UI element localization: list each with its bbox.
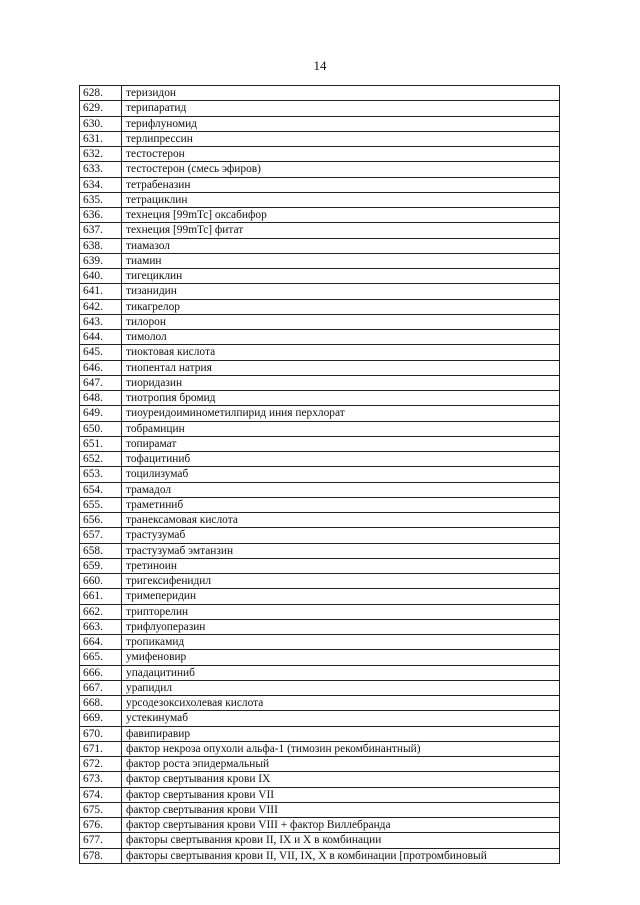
drug-name: тимолол [122, 330, 560, 345]
drug-name: факторы свертывания крови II, IX и X в комбинации [122, 833, 560, 848]
table-row [80, 726, 560, 741]
row-number: 664. [80, 635, 122, 650]
row-number: 676. [80, 818, 122, 833]
row-number: 677. [80, 833, 122, 848]
row-number: 630. [80, 116, 122, 131]
drug-name: трастузумаб [122, 528, 560, 543]
drug-name: тигециклин [122, 269, 560, 284]
drug-name: фактор свертывания крови VIII [122, 802, 560, 817]
row-number: 669. [80, 711, 122, 726]
drug-name: фактор свертывания крови VII [122, 787, 560, 802]
table-row [80, 680, 560, 695]
row-number: 651. [80, 436, 122, 451]
row-number: 647. [80, 375, 122, 390]
drug-name: тоцилизумаб [122, 467, 560, 482]
row-number: 654. [80, 482, 122, 497]
table-row [80, 467, 560, 482]
drug-name: фактор свертывания крови VIII + фактор Виллебранда [122, 818, 560, 833]
row-number: 670. [80, 726, 122, 741]
table-row [80, 574, 560, 589]
drug-name: теризидон [122, 86, 560, 101]
drug-name: терифлуномид [122, 116, 560, 131]
drug-name: тиоридазин [122, 375, 560, 390]
row-number: 645. [80, 345, 122, 360]
drug-name: фактор некроза опухоли альфа-1 (тимозин рекомбинантный) [122, 741, 560, 756]
table-row [80, 619, 560, 634]
row-number: 655. [80, 497, 122, 512]
drug-name: фактор свертывания крови IX [122, 772, 560, 787]
drug-name: технеция [99mTc] фитат [122, 223, 560, 238]
table-row [80, 650, 560, 665]
row-number: 639. [80, 253, 122, 268]
row-number: 635. [80, 192, 122, 207]
drug-name: терлипрессин [122, 131, 560, 146]
row-number: 650. [80, 421, 122, 436]
row-number: 646. [80, 360, 122, 375]
table-row [80, 741, 560, 756]
table-row [80, 269, 560, 284]
drug-name: тригексифенидил [122, 574, 560, 589]
table-row [80, 192, 560, 207]
row-number: 634. [80, 177, 122, 192]
table-row [80, 223, 560, 238]
drug-name: терипаратид [122, 101, 560, 116]
drug-name: тиамазол [122, 238, 560, 253]
table-row [80, 802, 560, 817]
drug-list-table [79, 85, 560, 864]
drug-name: траметиниб [122, 497, 560, 512]
drug-name: технеция [99mTc] оксабифор [122, 208, 560, 223]
table-row [80, 772, 560, 787]
drug-name: тиотропия бромид [122, 391, 560, 406]
drug-name: тобрамицин [122, 421, 560, 436]
row-number: 660. [80, 574, 122, 589]
table-row [80, 375, 560, 390]
drug-name: трамадол [122, 482, 560, 497]
drug-name: умифеновир [122, 650, 560, 665]
row-number: 671. [80, 741, 122, 756]
row-number: 658. [80, 543, 122, 558]
row-number: 656. [80, 513, 122, 528]
drug-name: трастузумаб эмтанзин [122, 543, 560, 558]
table-row [80, 162, 560, 177]
drug-name: тетрациклин [122, 192, 560, 207]
table-row [80, 238, 560, 253]
drug-name: фактор роста эпидермальный [122, 757, 560, 772]
table-row [80, 253, 560, 268]
page-number: 14 [313, 58, 327, 73]
table-body [80, 86, 560, 864]
table-row [80, 360, 560, 375]
drug-name: фавипиравир [122, 726, 560, 741]
drug-name: трипторелин [122, 604, 560, 619]
table-row [80, 635, 560, 650]
table-row [80, 787, 560, 802]
drug-name: тиамин [122, 253, 560, 268]
drug-name: топирамат [122, 436, 560, 451]
row-number: 642. [80, 299, 122, 314]
drug-name: устекинумаб [122, 711, 560, 726]
row-number: 640. [80, 269, 122, 284]
drug-name: тримеперидин [122, 589, 560, 604]
table-row [80, 391, 560, 406]
table-row [80, 299, 560, 314]
drug-name: транексамовая кислота [122, 513, 560, 528]
table-row [80, 330, 560, 345]
row-number: 665. [80, 650, 122, 665]
row-number: 632. [80, 147, 122, 162]
table-row [80, 696, 560, 711]
table-row [80, 482, 560, 497]
row-number: 653. [80, 467, 122, 482]
table-row [80, 406, 560, 421]
row-number: 662. [80, 604, 122, 619]
row-number: 674. [80, 787, 122, 802]
drug-name: тетрабеназин [122, 177, 560, 192]
row-number: 657. [80, 528, 122, 543]
table-row [80, 665, 560, 680]
table-row [80, 818, 560, 833]
row-number: 643. [80, 314, 122, 329]
table-row [80, 314, 560, 329]
drug-name: факторы свертывания крови II, VII, IX, X в комбинации [протромбиновый [122, 848, 560, 863]
drug-name: трифлуоперазин [122, 619, 560, 634]
row-number: 675. [80, 802, 122, 817]
row-number: 644. [80, 330, 122, 345]
row-number: 631. [80, 131, 122, 146]
row-number: 649. [80, 406, 122, 421]
drug-name: третиноин [122, 558, 560, 573]
row-number: 641. [80, 284, 122, 299]
table-row [80, 513, 560, 528]
table-row [80, 147, 560, 162]
table-row [80, 284, 560, 299]
table-row [80, 528, 560, 543]
table-row [80, 86, 560, 101]
row-number: 678. [80, 848, 122, 863]
drug-name: тизанидин [122, 284, 560, 299]
row-number: 636. [80, 208, 122, 223]
row-number: 628. [80, 86, 122, 101]
row-number: 633. [80, 162, 122, 177]
table-row [80, 833, 560, 848]
table-row [80, 589, 560, 604]
row-number: 629. [80, 101, 122, 116]
table-row [80, 558, 560, 573]
table-row [80, 452, 560, 467]
drug-name: тропикамид [122, 635, 560, 650]
table-row [80, 757, 560, 772]
drug-name: урапидил [122, 680, 560, 695]
drug-name: тиопентал натрия [122, 360, 560, 375]
drug-name: тикагрелор [122, 299, 560, 314]
drug-name: урсодезоксихолевая кислота [122, 696, 560, 711]
row-number: 666. [80, 665, 122, 680]
row-number: 661. [80, 589, 122, 604]
table-row [80, 604, 560, 619]
row-number: 652. [80, 452, 122, 467]
row-number: 672. [80, 757, 122, 772]
row-number: 637. [80, 223, 122, 238]
table-row [80, 711, 560, 726]
table-row [80, 116, 560, 131]
row-number: 648. [80, 391, 122, 406]
table-row [80, 497, 560, 512]
row-number: 667. [80, 680, 122, 695]
drug-name: тилорон [122, 314, 560, 329]
table-row [80, 208, 560, 223]
drug-name: тофацитиниб [122, 452, 560, 467]
table-row [80, 543, 560, 558]
drug-name: тиоуреидоиминометилпирид иния перхлорат [122, 406, 560, 421]
row-number: 673. [80, 772, 122, 787]
drug-name: тестостерон [122, 147, 560, 162]
table-row [80, 421, 560, 436]
table-row [80, 177, 560, 192]
table-row [80, 345, 560, 360]
table-row [80, 101, 560, 116]
row-number: 659. [80, 558, 122, 573]
row-number: 668. [80, 696, 122, 711]
row-number: 663. [80, 619, 122, 634]
drug-name: тиоктовая кислота [122, 345, 560, 360]
drug-name: упадацитиниб [122, 665, 560, 680]
table-row [80, 848, 560, 863]
table-row [80, 436, 560, 451]
table-row [80, 131, 560, 146]
drug-name: тестостерон (смесь эфиров) [122, 162, 560, 177]
row-number: 638. [80, 238, 122, 253]
